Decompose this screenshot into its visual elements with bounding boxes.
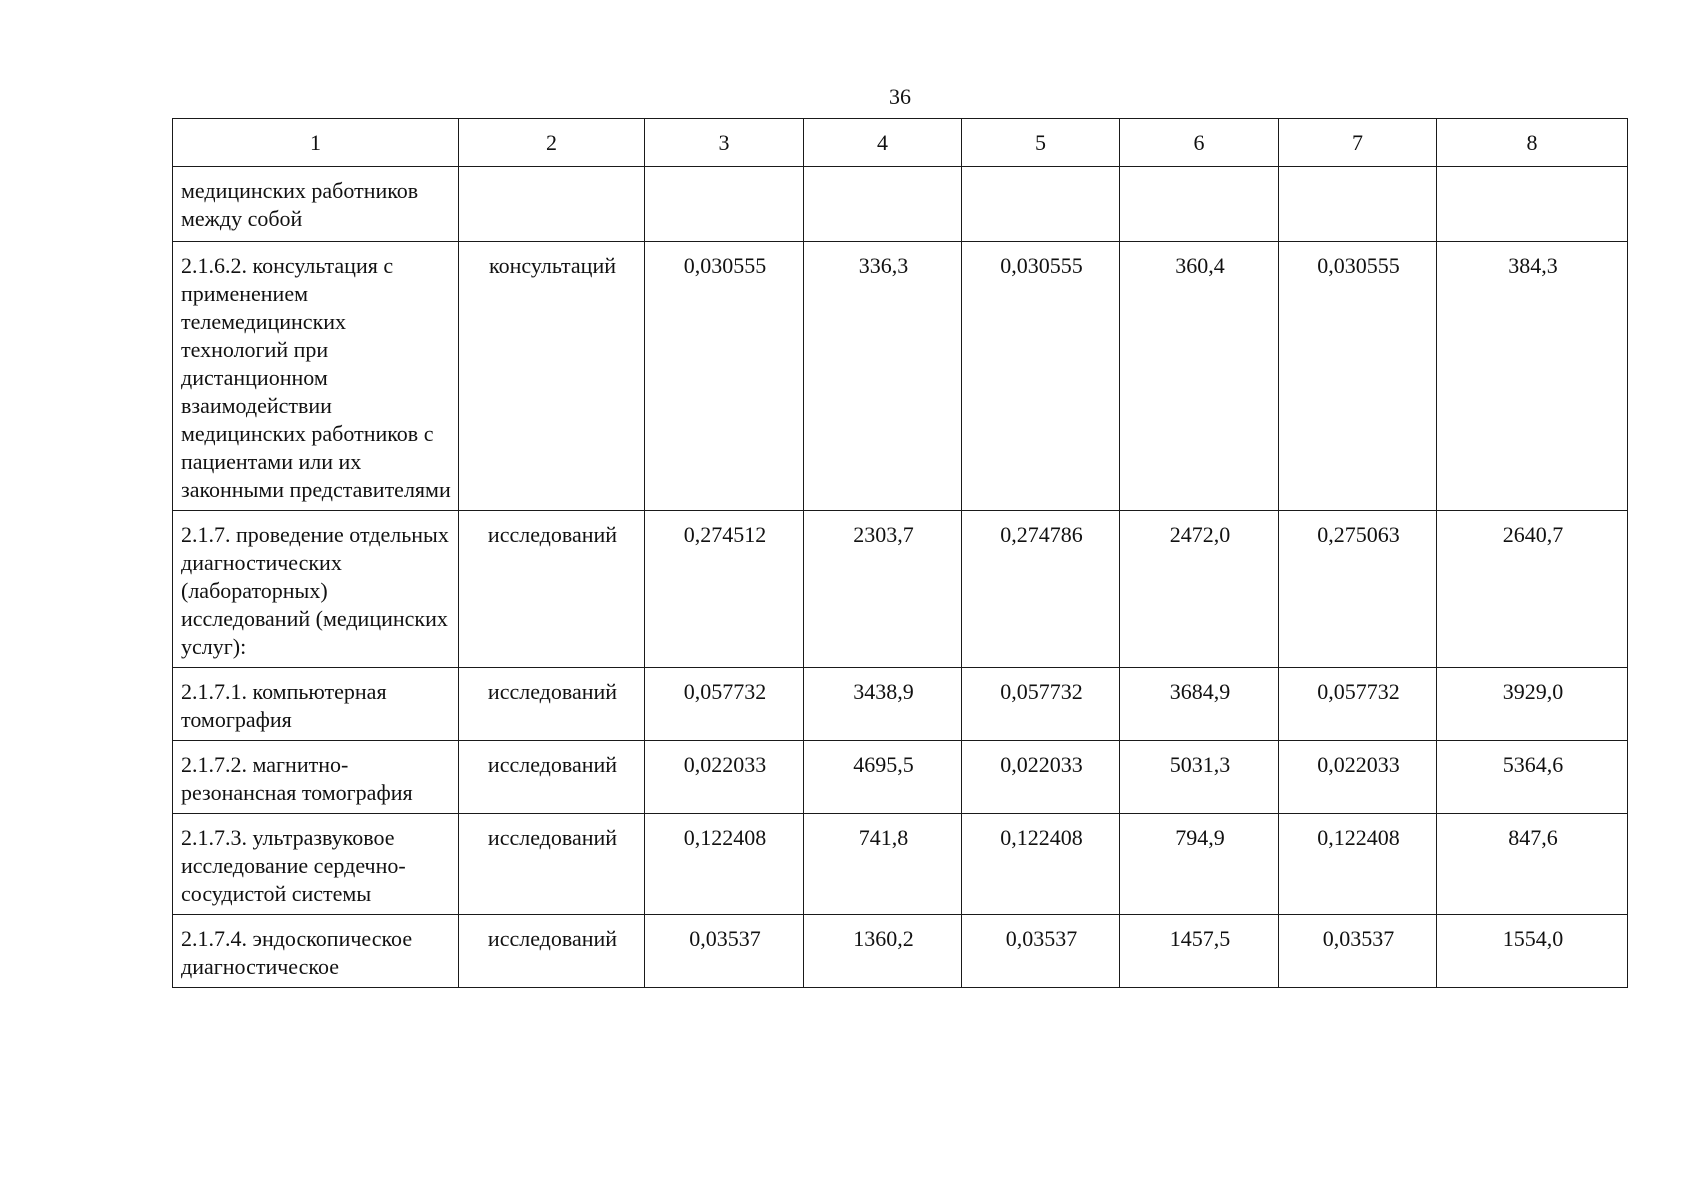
table-header-row xyxy=(173,119,1628,167)
table-row xyxy=(173,242,1628,511)
cell-col8: 384,3 xyxy=(1437,242,1628,511)
cell-col8: 1554,0 xyxy=(1437,915,1628,988)
cell-col3: 0,122408 xyxy=(645,814,804,915)
cell-col4 xyxy=(804,167,962,242)
data-table xyxy=(172,118,1628,988)
row-description: медицинских работников между собой xyxy=(173,167,459,242)
column-header: 3 xyxy=(645,119,804,167)
table-row xyxy=(173,167,1628,242)
cell-col6: 360,4 xyxy=(1120,242,1279,511)
cell-col4: 336,3 xyxy=(804,242,962,511)
cell-col3: 0,030555 xyxy=(645,242,804,511)
page-number: 36 xyxy=(889,84,911,109)
cell-col6: 2472,0 xyxy=(1120,511,1279,668)
cell-col4: 741,8 xyxy=(804,814,962,915)
cell-col3: 0,274512 xyxy=(645,511,804,668)
column-header: 8 xyxy=(1437,119,1628,167)
cell-col7: 0,122408 xyxy=(1279,814,1437,915)
cell-col5: 0,057732 xyxy=(962,668,1120,741)
table-row xyxy=(173,511,1628,668)
cell-col5: 0,030555 xyxy=(962,242,1120,511)
row-unit: исследований xyxy=(459,915,645,988)
cell-col8: 2640,7 xyxy=(1437,511,1628,668)
cell-col3: 0,057732 xyxy=(645,668,804,741)
row-unit: исследований xyxy=(459,511,645,668)
cell-col4: 3438,9 xyxy=(804,668,962,741)
cell-col8: 3929,0 xyxy=(1437,668,1628,741)
row-description: 2.1.7. проведение отдельных диагностических (лабораторных) исследований (медицинских услуг): xyxy=(173,511,459,668)
row-description: 2.1.7.2. магнитно-резонансная томография xyxy=(173,741,459,814)
table-row xyxy=(173,668,1628,741)
row-description: 2.1.7.3. ультразвуковое исследование сердечно-сосудистой системы xyxy=(173,814,459,915)
row-description: 2.1.7.1. компьютерная томография xyxy=(173,668,459,741)
column-header: 6 xyxy=(1120,119,1279,167)
cell-col6: 794,9 xyxy=(1120,814,1279,915)
cell-col7: 0,03537 xyxy=(1279,915,1437,988)
row-unit: исследований xyxy=(459,668,645,741)
row-unit xyxy=(459,167,645,242)
cell-col6: 1457,5 xyxy=(1120,915,1279,988)
cell-col6 xyxy=(1120,167,1279,242)
row-description: 2.1.6.2. консультация с применением телемедицинских технологий при дистанционном взаимодействии медицинских работников с пациентами или их законными представителями xyxy=(173,242,459,511)
cell-col7 xyxy=(1279,167,1437,242)
column-header: 4 xyxy=(804,119,962,167)
cell-col6: 5031,3 xyxy=(1120,741,1279,814)
cell-col4: 4695,5 xyxy=(804,741,962,814)
column-header: 5 xyxy=(962,119,1120,167)
cell-col7: 0,030555 xyxy=(1279,242,1437,511)
row-unit: исследований xyxy=(459,814,645,915)
row-description: 2.1.7.4. эндоскопическое диагностическое xyxy=(173,915,459,988)
cell-col4: 1360,2 xyxy=(804,915,962,988)
cell-col5: 0,022033 xyxy=(962,741,1120,814)
cell-col5 xyxy=(962,167,1120,242)
row-unit: консультаций xyxy=(459,242,645,511)
cell-col7: 0,275063 xyxy=(1279,511,1437,668)
column-header: 7 xyxy=(1279,119,1437,167)
row-unit: исследований xyxy=(459,741,645,814)
column-header: 1 xyxy=(173,119,459,167)
cell-col3: 0,03537 xyxy=(645,915,804,988)
column-header: 2 xyxy=(459,119,645,167)
cell-col7: 0,022033 xyxy=(1279,741,1437,814)
cell-col5: 0,03537 xyxy=(962,915,1120,988)
cell-col7: 0,057732 xyxy=(1279,668,1437,741)
table-row xyxy=(173,741,1628,814)
table-row xyxy=(173,915,1628,988)
cell-col4: 2303,7 xyxy=(804,511,962,668)
cell-col8 xyxy=(1437,167,1628,242)
table-row xyxy=(173,814,1628,915)
cell-col8: 5364,6 xyxy=(1437,741,1628,814)
cell-col5: 0,274786 xyxy=(962,511,1120,668)
cell-col8: 847,6 xyxy=(1437,814,1628,915)
cell-col5: 0,122408 xyxy=(962,814,1120,915)
cell-col6: 3684,9 xyxy=(1120,668,1279,741)
cell-col3 xyxy=(645,167,804,242)
cell-col3: 0,022033 xyxy=(645,741,804,814)
